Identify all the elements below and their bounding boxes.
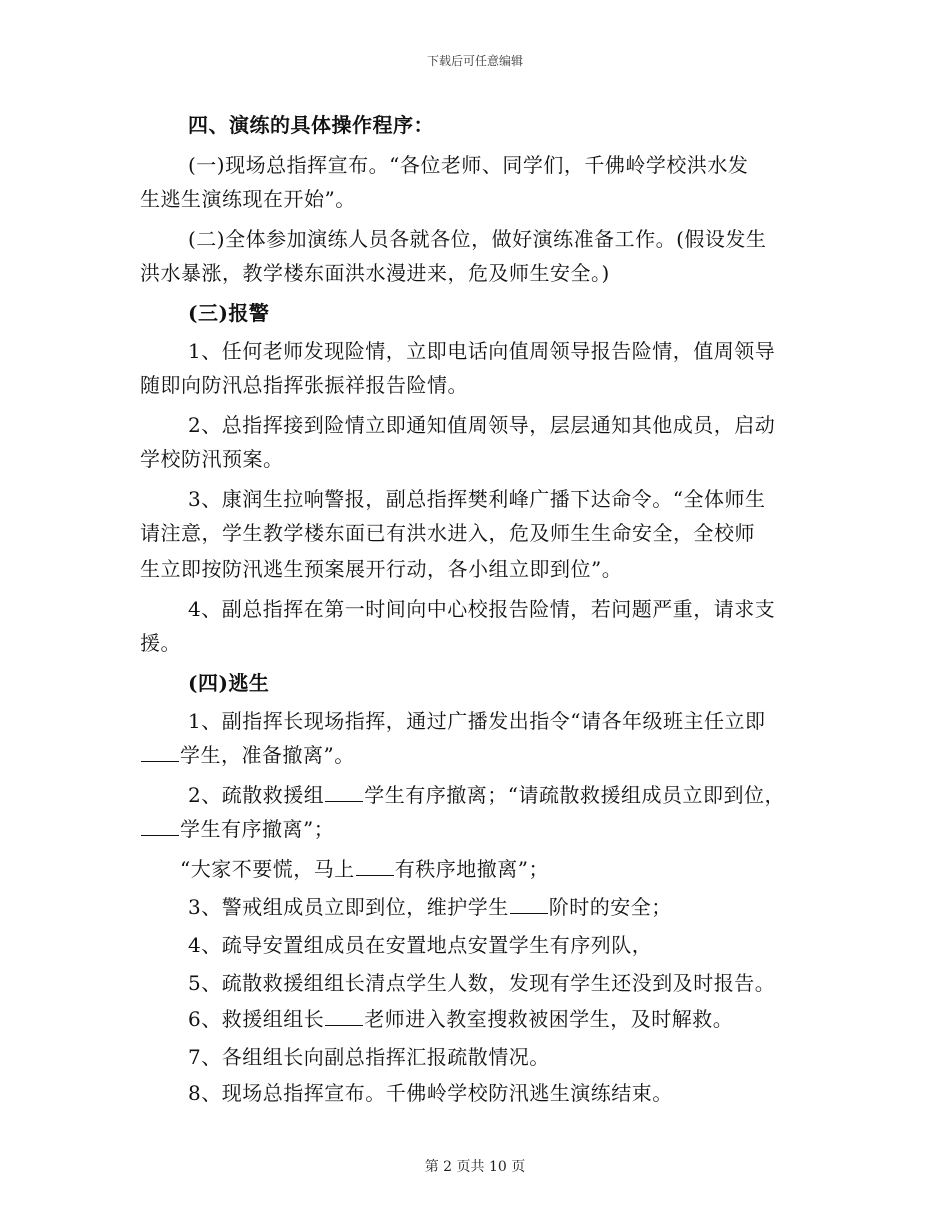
paragraph-line: 1、副指挥长现场指挥，通过广播发出指令“请各年级班主任立即	[188, 709, 766, 733]
fill-in-blank	[356, 857, 394, 876]
paragraph-line: 4、疏导安置组成员在安置地点安置学生有序列队，	[188, 933, 653, 957]
section-heading: 四、演练的具体操作程序：	[188, 113, 434, 137]
paragraph-line: 5、疏散救援组组长清点学生人数，发现有学生还没到及时报告。	[188, 971, 776, 995]
paragraph-line: 学校防汛预案。	[140, 447, 284, 471]
fill-in-blank	[510, 895, 548, 914]
subsection-heading: (四)逃生	[188, 671, 270, 695]
paragraph-line: 随即向防汛总指挥张振祥报告险情。	[140, 373, 468, 397]
line-text-pre: 6、救援组组长	[188, 1007, 325, 1031]
fill-in-blank	[325, 1007, 363, 1026]
paragraph-line: 请注意，学生教学楼东面已有洪水进入，危及师生生命安全，全校师	[140, 521, 755, 545]
paragraph-line: 8、现场总指挥宣布。千佛岭学校防汛逃生演练结束。	[188, 1081, 673, 1105]
fill-in-blank	[141, 817, 179, 836]
paragraph-line: 7、各组组长向副总指挥汇报疏散情况。	[188, 1045, 550, 1069]
paragraph-line-with-blank	[140, 740, 355, 770]
paragraph-line-with-blank	[188, 892, 672, 922]
paragraph-line: 1、任何老师发现险情，立即电话向值周领导报告险情，值周领导	[188, 339, 776, 363]
line-text-post: 学生有序撤离”；	[180, 817, 335, 841]
line-text-pre: 3、警戒组成员立即到位，维护学生	[188, 895, 509, 919]
paragraph-line-with-blank	[188, 1004, 733, 1034]
line-text-post: 阶时的安全；	[548, 895, 672, 919]
paragraph-line-with-blank	[140, 814, 334, 844]
line-text-post: 老师进入教室搜救被困学生，及时解救。	[364, 1007, 734, 1031]
line-text-post: 学生，准备撤离”。	[180, 743, 355, 767]
fill-in-blank	[325, 783, 363, 802]
paragraph-line: (二)全体参加演练人员各就各位，做好演练准备工作。(假设发生	[188, 227, 767, 251]
page-header: 下载后可任意编辑	[426, 54, 523, 68]
line-text-post: 有秩序地撤离”；	[394, 857, 549, 881]
page-footer: 第 2 页共 10 页	[424, 1159, 526, 1175]
paragraph-line: 4、副总指挥在第一时间向中心校报告险情，若问题严重，请求支	[188, 597, 776, 621]
paragraph-line-with-blank	[180, 854, 549, 884]
paragraph-line: 3、康润生拉响警报，副总指挥樊利峰广播下达命令。“全体师生	[188, 487, 766, 511]
paragraph-line: (一)现场总指挥宣布。“各位老师、同学们，千佛岭学校洪水发	[188, 153, 749, 177]
fill-in-blank	[141, 743, 179, 762]
paragraph-line: 2、总指挥接到险情立即通知值周领导，层层通知其他成员，启动	[188, 413, 776, 437]
paragraph-line: 生逃生演练现在开始”。	[140, 187, 356, 211]
paragraph-line-with-blank	[188, 780, 785, 810]
paragraph-line: 援。	[140, 631, 181, 655]
subsection-heading: (三)报警	[188, 301, 270, 325]
line-text-pre: “大家不要慌，马上	[180, 857, 355, 881]
paragraph-line: 洪水暴涨，教学楼东面洪水漫进来，危及师生安全。)	[140, 261, 610, 285]
line-text-pre: 2、疏散救援组	[188, 783, 325, 807]
line-text-post: 学生有序撤离；“请疏散救援组成员立即到位，	[364, 783, 785, 807]
paragraph-line: 生立即按防汛逃生预案展开行动，各小组立即到位”。	[140, 557, 623, 581]
